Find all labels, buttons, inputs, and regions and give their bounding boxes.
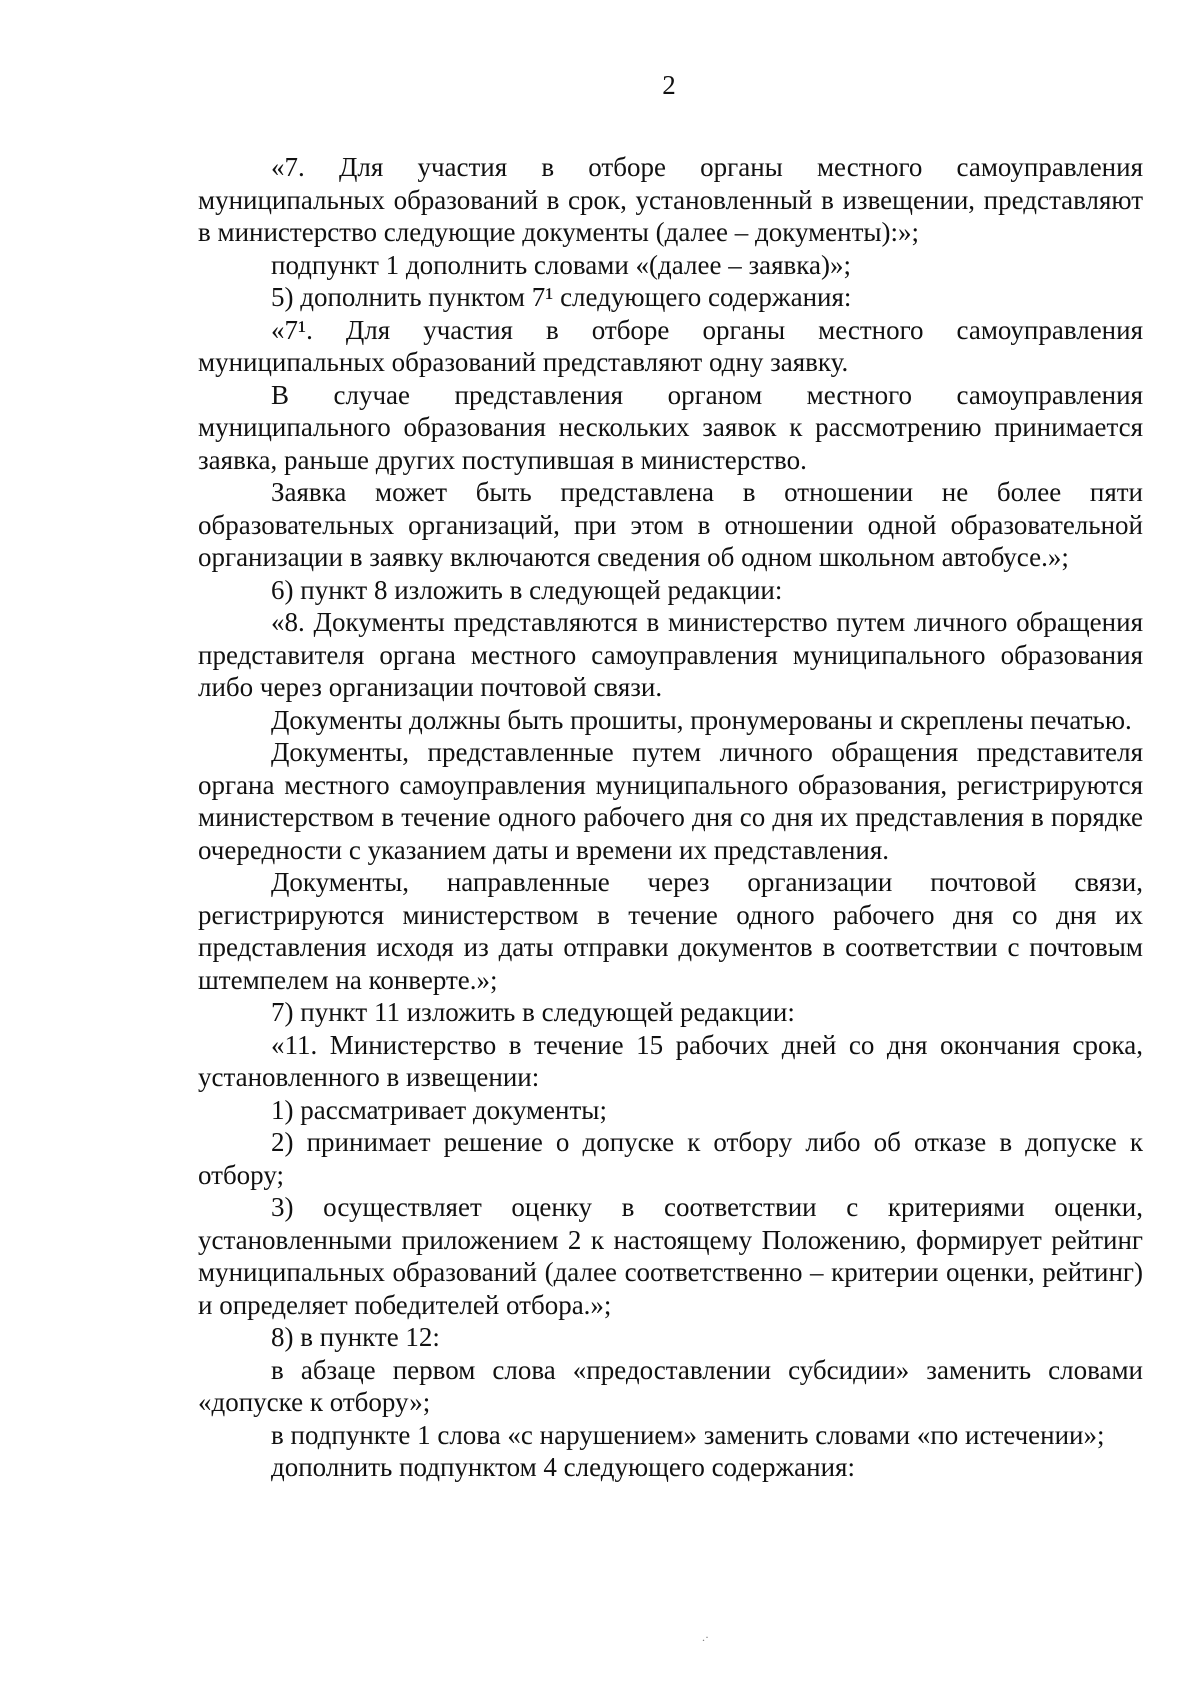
- paragraph-11-item-2: 2) принимает решение о допуске к отбору либо об отказе в допуске к отбору;: [198, 1127, 1143, 1190]
- paragraph-documents-sealed: Документы должны быть прошиты, пронумерованы и скреплены печатью.: [271, 704, 1132, 735]
- paragraph-11-item-3: 3) осуществляет оценку в соответствии с критериями оценки, установленными приложением 2 к настоящему Положению, формирует рейтинг муниципальных образований (далее соответственно – критерии оценки, рейтинг) и определяет победителей отбора.»;: [198, 1192, 1143, 1320]
- paragraph-documents-personal: Документы, представленные путем личного обращения представителя органа местного самоуправления муниципального образования, регистрируются министерством в течение одного рабочего дня со дня их представления в порядке очередности с указанием даты и времени их представления.: [198, 737, 1143, 865]
- paragraph-amendment-6: 6) пункт 8 изложить в следующей редакции:: [271, 574, 783, 605]
- page-number: 2: [662, 70, 676, 100]
- paragraph-multiple-applications: В случае представления органом местного самоуправления муниципального образования нескольких заявок к рассмотрению принимается заявка, раньше других поступившая в министерство.: [198, 379, 1143, 475]
- paragraph-12-subpoint-1: в подпункте 1 слова «с нарушением» заменить словами «по истечении»;: [271, 1419, 1105, 1450]
- paragraph-amendment-8: 8) в пункте 12:: [271, 1322, 440, 1352]
- paragraph-documents-postal: Документы, направленные через организации почтовой связи, регистрируются министерством в течение одного рабочего дня со дня их представления исходя из даты отправки документов в соответствии с почтовым штемпелем на конверте.»;: [198, 867, 1143, 995]
- paragraph-7-1-text: «7¹. Для участия в отборе органы местного самоуправления муниципальных образований представляют одну заявку.: [198, 314, 1143, 377]
- paragraph-subpoint-1: подпункт 1 дополнить словами «(далее – заявка)»;: [271, 249, 851, 280]
- paragraph-12-subpoint-4: дополнить подпунктом 4 следующего содержания:: [271, 1452, 855, 1482]
- paragraph-7-text: «7. Для участия в отборе органы местного самоуправления муниципальных образований в срок, установленный в извещении, представляют в министерство следующие документы (далее – документы):»;: [198, 152, 1143, 247]
- paragraph-11-text: «11. Министерство в течение 15 рабочих дней со дня окончания срока, установленного в извещении:: [198, 1029, 1143, 1092]
- paragraph-8-text: «8. Документы представляются в министерство путем личного обращения представителя органа местного самоуправления муниципального образования либо через организации почтовой связи.: [198, 607, 1143, 702]
- paragraph-application-limit: Заявка может быть представлена в отношении не более пяти образовательных организаций, при этом в отношении одной образовательной организации в заявку включаются сведения об одном школьном автобусе.»;: [198, 477, 1143, 572]
- scan-speck: .·: [702, 1630, 709, 1644]
- paragraph-amendment-5: 5) дополнить пунктом 7¹ следующего содержания:: [271, 282, 852, 312]
- document-body: [198, 151, 1143, 1484]
- paragraph-11-item-1: 1) рассматривает документы;: [271, 1094, 607, 1125]
- paragraph-amendment-7: 7) пункт 11 изложить в следующей редакции:: [271, 997, 795, 1027]
- paragraph-12-first-paragraph: в абзаце первом слова «предоставлении субсидии» заменить словами «допуске к отбору»;: [198, 1354, 1143, 1417]
